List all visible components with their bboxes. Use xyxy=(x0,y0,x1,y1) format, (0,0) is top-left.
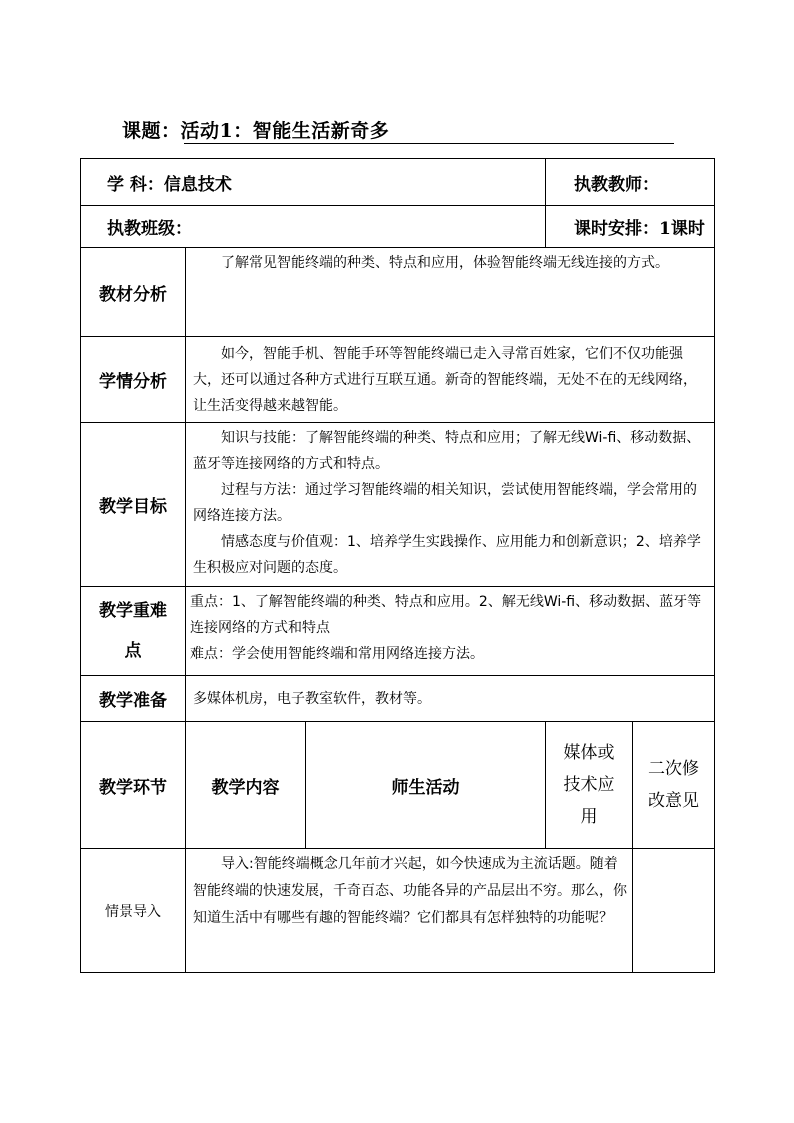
content-column-header: 教学内容 xyxy=(186,722,306,849)
key-points-text: 重点：1、了解智能终端的种类、特点和应用。2、解无线Wi-fi、移动数据、蓝牙等连接网络的方式和特点 xyxy=(190,594,702,636)
media-header-line1: 媒体或 xyxy=(563,743,615,763)
preparation-label: 教学准备 xyxy=(81,676,186,722)
media-column-header xyxy=(546,722,633,849)
difficulty-label xyxy=(81,587,186,676)
activity-column-header: 师生活动 xyxy=(306,722,546,849)
revision-header-line2: 改意见 xyxy=(648,791,700,811)
intro-revision-cell xyxy=(633,849,715,973)
material-analysis-row xyxy=(81,248,715,337)
objective-knowledge: 知识与技能：了解智能终端的种类、特点和应用；了解无线Wi-fi、移动数据、蓝牙等连接网络的方式和特点。 xyxy=(193,430,701,472)
revision-header-line1: 二次修 xyxy=(648,759,700,779)
header-row-2 xyxy=(81,206,715,248)
teacher-cell: 执教教师： xyxy=(546,159,715,206)
difficulty-label-line1: 教学重难 xyxy=(99,601,167,621)
objectives-row xyxy=(81,423,715,587)
revision-column-header xyxy=(633,722,715,849)
objective-process: 过程与方法：通过学习智能终端的相关知识，尝试使用智能终端，学会常用的网络连接方法。 xyxy=(193,482,697,524)
student-analysis-row xyxy=(81,337,715,423)
stage-column-header: 教学环节 xyxy=(81,722,186,849)
lesson-plan-table xyxy=(80,158,715,973)
subject-cell: 学 科：信息技术 xyxy=(81,159,546,206)
preparation-text: 多媒体机房，电子教室软件，教材等。 xyxy=(193,690,431,707)
difficulty-row xyxy=(81,587,715,676)
header-row-1 xyxy=(81,159,715,206)
objectives-label: 教学目标 xyxy=(81,423,186,587)
title-underline xyxy=(184,143,674,144)
media-header-line2: 技术应 xyxy=(563,775,615,795)
hard-points-text: 难点：学会使用智能终端和常用网络连接方法。 xyxy=(190,646,484,662)
intro-row xyxy=(81,849,715,973)
intro-text: 导入:智能终端概念几年前才兴起，如今快速成为主流话题。随着智能终端的快速发展，千奇百态、功能各异的产品层出不穷。那么，你知道生活中有哪些有趣的智能终端？它们都具有怎样独特的功能呢？ xyxy=(193,856,627,926)
student-analysis-label: 学情分析 xyxy=(81,337,186,423)
class-cell: 执教班级： xyxy=(81,206,546,248)
preparation-row xyxy=(81,676,715,722)
difficulty-label-line2: 点 xyxy=(124,641,142,661)
student-analysis-text: 如今，智能手机、智能手环等智能终端已走入寻常百姓家，它们不仅功能强大，还可以通过各种方式进行互联互通。新奇的智能终端，无处不在的无线网络，让生活变得越来越智能。 xyxy=(193,345,697,414)
lesson-title: 课题：活动1：智能生活新奇多 xyxy=(122,120,390,142)
column-header-row xyxy=(81,722,715,849)
schedule-cell: 课时安排：1课时 xyxy=(546,206,715,248)
intro-stage-label: 情景导入 xyxy=(81,849,186,973)
material-analysis-text: 了解常见智能终端的种类、特点和应用，体验智能终端无线连接的方式。 xyxy=(221,255,669,271)
material-analysis-label: 教材分析 xyxy=(81,248,186,337)
objective-attitude: 情感态度与价值观：1、培养学生实践操作、应用能力和创新意识；2、培养学生积极应对问题的态度。 xyxy=(193,534,701,576)
media-header-line3: 用 xyxy=(580,807,598,827)
